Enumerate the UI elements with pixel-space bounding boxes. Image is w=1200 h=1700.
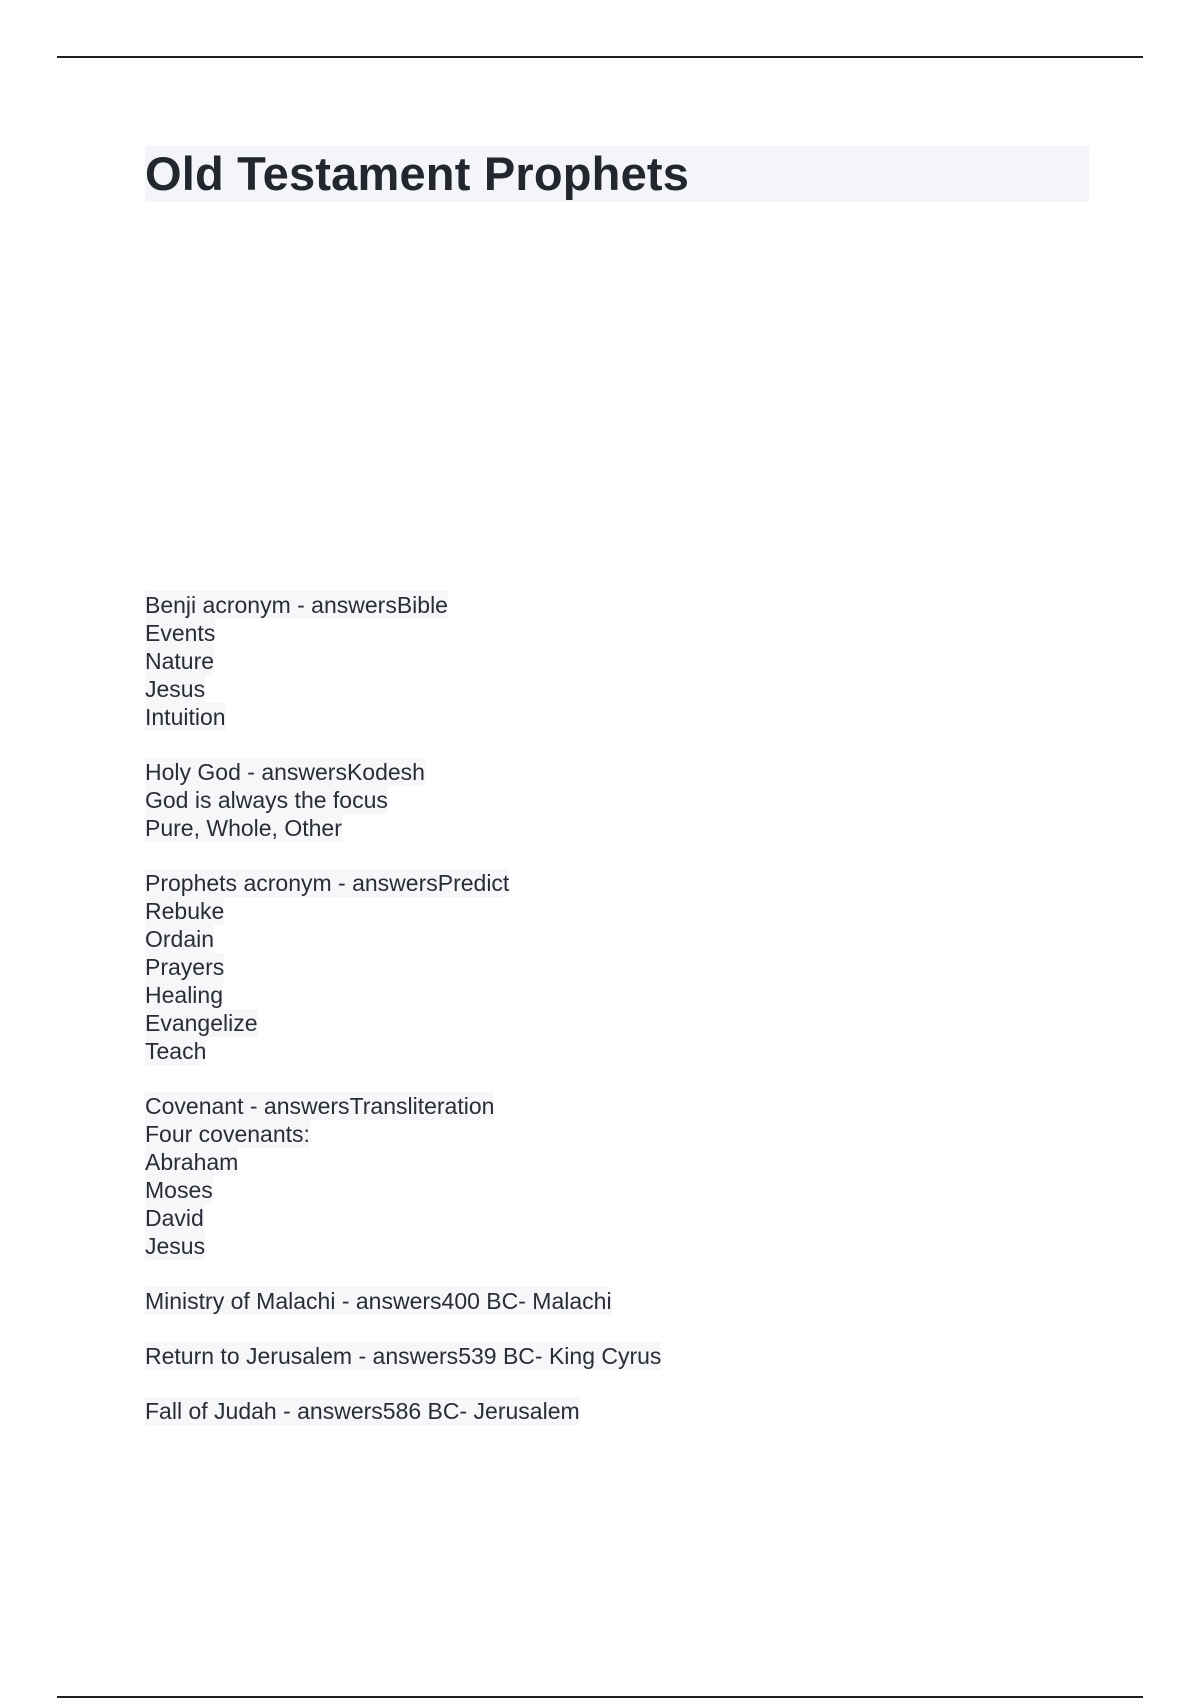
flashcard-answer: 586 BC- Jerusalem <box>382 1398 580 1424</box>
flashcard-answer: 539 BC- King Cyrus <box>458 1343 662 1369</box>
flashcard-answer-line: Jesus <box>145 1233 206 1259</box>
document-title: Old Testament Prophets <box>145 147 690 200</box>
flashcard-answer-line: Prayers <box>145 954 225 980</box>
flashcard-answer: Kodesh <box>346 759 425 785</box>
flashcard-answer: 400 BC- Malachi <box>441 1288 612 1314</box>
flashcard-separator: - answers <box>276 1398 383 1424</box>
flashcard-question-line <box>145 758 425 786</box>
flashcard-answer-line: Ordain <box>145 926 215 952</box>
flashcard-term: Ministry of Malachi <box>145 1288 336 1314</box>
flashcard-answer: Predict <box>437 870 510 896</box>
flashcard-answer: Transliteration <box>349 1093 495 1119</box>
flashcard-entry <box>145 1092 1045 1260</box>
flashcard-answer-line: Healing <box>145 982 223 1008</box>
header-rule <box>57 56 1143 58</box>
flashcard-separator: - answers <box>240 759 347 785</box>
flashcard-question-line <box>145 591 448 619</box>
flashcard-term: Holy God <box>145 759 241 785</box>
flashcard-entry <box>145 1342 1045 1370</box>
flashcard-entry <box>145 1287 1045 1315</box>
flashcard-list <box>145 591 1045 1452</box>
flashcard-answer-line: Events <box>145 620 216 646</box>
flashcard-separator: - answers <box>331 870 438 896</box>
flashcard-answer-line: Evangelize <box>145 1010 258 1036</box>
flashcard-question-line <box>145 869 509 897</box>
flashcard-question-line <box>145 1342 661 1370</box>
flashcard-answer-line: Teach <box>145 1038 207 1064</box>
flashcard-separator: - answers <box>243 1093 350 1119</box>
flashcard-answer-line: Jesus <box>145 676 206 702</box>
flashcard-entry <box>145 869 1045 1065</box>
flashcard-question-line <box>145 1397 580 1425</box>
flashcard-term: Fall of Judah <box>145 1398 277 1424</box>
flashcard-answer-line: Pure, Whole, Other <box>145 815 342 841</box>
flashcard-answer-line: Intuition <box>145 704 226 730</box>
flashcard-question-line <box>145 1287 612 1315</box>
flashcard-answer-line: Nature <box>145 648 215 674</box>
flashcard-separator: - answers <box>352 1343 459 1369</box>
footer-rule <box>57 1696 1143 1698</box>
flashcard-entry <box>145 1397 1045 1425</box>
flashcard-separator: - answers <box>290 592 397 618</box>
flashcard-term: Prophets acronym <box>145 870 332 896</box>
flashcard-answer-line: Rebuke <box>145 898 225 924</box>
flashcard-answer-line: Abraham <box>145 1149 239 1175</box>
flashcard-answer: Bible <box>396 592 448 618</box>
flashcard-answer-line: Four covenants: <box>145 1121 310 1147</box>
flashcard-entry <box>145 758 1045 842</box>
flashcard-term: Return to Jerusalem <box>145 1343 353 1369</box>
flashcard-answer-line: Moses <box>145 1177 213 1203</box>
flashcard-answer-line: God is always the focus <box>145 787 388 813</box>
flashcard-question-line <box>145 1092 494 1120</box>
flashcard-term: Covenant <box>145 1093 244 1119</box>
flashcard-entry <box>145 591 1045 731</box>
flashcard-answer-line: David <box>145 1205 204 1231</box>
flashcard-separator: - answers <box>335 1288 442 1314</box>
flashcard-term: Benji acronym <box>145 592 291 618</box>
